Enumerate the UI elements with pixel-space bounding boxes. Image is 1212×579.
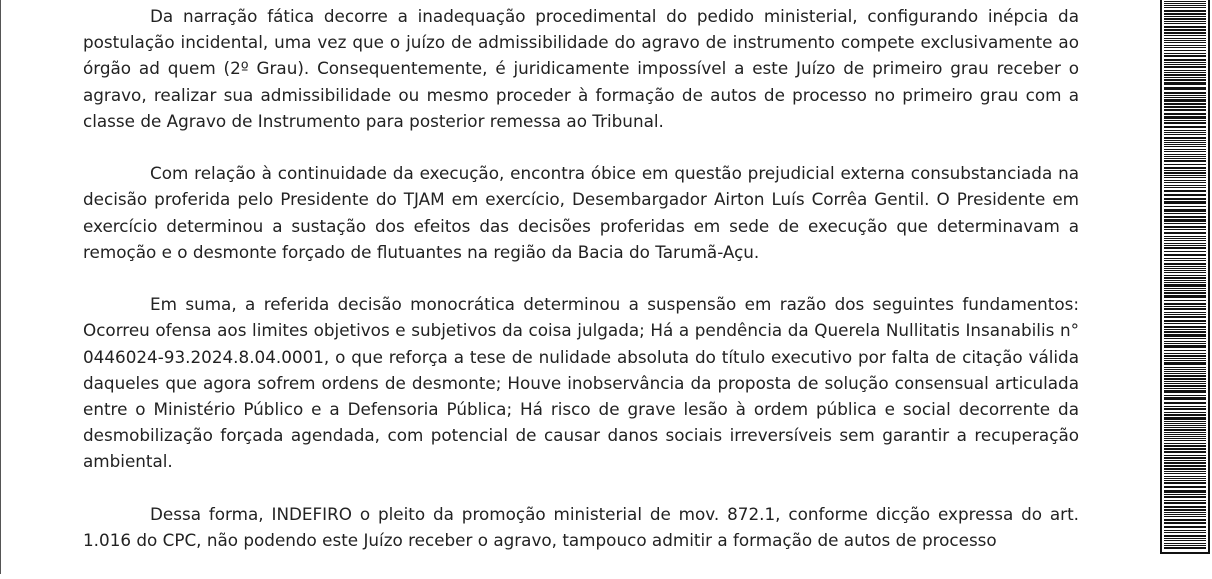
paragraph-2: Com relação à continuidade da execução, encontra óbice em questão prejudicial externa consubstanciada na decisão proferida pelo Presidente do TJAM em exercício, Desembargador Airton Luís Corrêa Gentil. O Presidente em exercício determinou a sustação dos efeitos das decisões proferidas em sede de execução que determinavam a remoção e o desmonte forçado de flutuantes na região da Bacia do Tarumã-Açu. — [83, 163, 1079, 262]
barcode-stripe — [1164, 62, 1206, 63]
barcode-stripe — [1164, 109, 1206, 111]
barcode-stripe — [1164, 238, 1206, 239]
barcode-stripe — [1164, 116, 1206, 119]
barcode-stripe — [1164, 126, 1206, 128]
barcode-stripe — [1164, 414, 1206, 416]
barcode-stripe — [1164, 74, 1206, 76]
barcode-stripe — [1164, 490, 1206, 493]
barcode-stripe — [1164, 270, 1206, 271]
barcode-stripe — [1164, 23, 1206, 24]
barcode-stripe — [1164, 5, 1206, 6]
barcode-stripe — [1164, 120, 1206, 121]
barcode-stripe — [1164, 397, 1206, 400]
barcode-stripe — [1164, 13, 1206, 15]
barcode-stripe — [1164, 486, 1206, 488]
barcode-stripe — [1164, 436, 1206, 437]
barcode-stripe — [1164, 395, 1206, 396]
barcode-stripe — [1164, 82, 1206, 85]
barcode-stripe — [1164, 95, 1206, 96]
barcode-stripe — [1164, 350, 1206, 351]
barcode-stripe — [1164, 187, 1206, 188]
barcode-stripe — [1164, 462, 1206, 464]
barcode-stripe — [1164, 180, 1206, 181]
barcode-stripe — [1164, 312, 1206, 313]
barcode-stripe — [1164, 21, 1206, 22]
barcode-stripe — [1164, 132, 1206, 133]
barcode-stripe — [1164, 423, 1206, 424]
barcode-stripe — [1164, 530, 1206, 531]
barcode-stripe — [1164, 70, 1206, 71]
barcode-stripe — [1164, 355, 1206, 357]
barcode-stripe — [1164, 526, 1206, 528]
barcode-stripe — [1164, 99, 1206, 102]
barcode-stripe — [1164, 236, 1206, 237]
barcode-stripe — [1164, 209, 1206, 212]
barcode-stripe — [1164, 306, 1206, 307]
barcode-stripe — [1164, 154, 1206, 155]
barcode-stripe — [1164, 494, 1206, 495]
barcode-stripe — [1164, 229, 1206, 230]
barcode-stripe — [1164, 438, 1206, 439]
barcode-stripe — [1164, 260, 1206, 261]
barcode-stripe — [1164, 506, 1206, 508]
barcode-stripe — [1164, 47, 1206, 48]
barcode-stripe — [1164, 113, 1206, 115]
barcode-stripe — [1164, 502, 1206, 504]
barcode-stripe — [1164, 482, 1206, 484]
barcode-stripe — [1164, 326, 1206, 328]
barcode-stripe — [1164, 55, 1206, 57]
barcode-stripe — [1164, 362, 1206, 365]
barcode-stripe — [1164, 509, 1206, 511]
barcode-stripe — [1164, 223, 1206, 224]
barcode-stripe — [1164, 480, 1206, 481]
barcode-stripe — [1164, 275, 1206, 276]
barcode-stripe — [1164, 190, 1206, 192]
barcode-stripe — [1164, 240, 1206, 241]
barcode-stripe — [1164, 500, 1206, 501]
barcode-stripe — [1164, 323, 1206, 324]
barcode-stripe — [1164, 512, 1206, 513]
barcode-stripe — [1164, 390, 1206, 393]
barcode-stripe — [1164, 371, 1206, 372]
barcode-stripe — [1164, 3, 1206, 4]
barcode-stripe — [1164, 434, 1206, 435]
barcode-stripe — [1164, 64, 1206, 65]
barcode-stripe — [1164, 146, 1206, 147]
barcode-stripe — [1164, 402, 1206, 404]
barcode-stripe — [1164, 412, 1206, 413]
barcode-stripe — [1164, 134, 1206, 135]
barcode-stripe — [1164, 251, 1206, 252]
barcode-stripe — [1164, 331, 1206, 333]
barcode-stripe — [1164, 151, 1206, 152]
barcode-stripe — [1164, 465, 1206, 467]
barcode-stripe — [1164, 122, 1206, 124]
barcode-stripe — [1164, 156, 1206, 157]
barcode-stripe — [1164, 170, 1206, 171]
barcode-stripe — [1164, 18, 1206, 20]
barcode-stripe — [1164, 440, 1206, 441]
barcode-stripe — [1164, 177, 1206, 178]
barcode-stripe — [1164, 45, 1206, 46]
barcode-stripe — [1164, 10, 1206, 12]
paragraph-1: Da narração fática decorre a inadequação procedimental do pedido ministerial, configurando inépcia da postulação incidental, uma vez que o juízo de admissibilidade do agravo de instrumento compete exclusivamente ao órgão ad quem (2º Grau). Consequentemente, é juridicamente impossível a este Juízo de primeiro grau receber o agravo, realizar sua admissibilidade ou mesmo proceder à formação de autos de processo no primeiro grau com a classe de Agravo de Instrumento para posterior remessa ao Tribunal. — [83, 6, 1079, 131]
barcode-stripe — [1164, 268, 1206, 269]
barcode-stripe — [1164, 106, 1206, 108]
barcode-stripe — [1164, 243, 1206, 244]
barcode-stripe — [1164, 149, 1206, 150]
barcode-stripe — [1164, 50, 1206, 51]
barcode-stripe — [1164, 87, 1206, 90]
barcode-stripe — [1164, 232, 1206, 234]
barcode-stripe — [1164, 303, 1206, 305]
barcode-stripe — [1164, 258, 1206, 259]
barcode-stripe — [1164, 26, 1206, 28]
page-left-edge — [0, 0, 1, 574]
barcode-stripe — [1164, 254, 1206, 256]
barcode-stripe — [1164, 476, 1206, 477]
barcode-stripe — [1164, 130, 1206, 131]
barcode-stripe — [1164, 538, 1206, 539]
barcode-stripe — [1164, 343, 1206, 344]
barcode-stripe — [1164, 42, 1206, 43]
barcode-stripe — [1164, 164, 1206, 165]
barcode-stripe — [1164, 373, 1206, 374]
barcode-stripe — [1164, 543, 1206, 544]
barcode-stripe — [1164, 59, 1206, 61]
barcode-stripe — [1164, 535, 1206, 537]
barcode-stripe — [1164, 360, 1206, 361]
barcode-stripe — [1164, 263, 1206, 265]
barcode-stripe — [1164, 29, 1206, 31]
barcode-stripe — [1164, 175, 1206, 176]
barcode-stripe — [1164, 329, 1206, 330]
barcode-stripe — [1164, 266, 1206, 267]
barcode-stripe — [1164, 213, 1206, 214]
barcode-stripe — [1164, 182, 1206, 183]
barcode-stripe — [1164, 53, 1206, 54]
barcode-stripe — [1164, 245, 1206, 246]
barcode-stripe — [1164, 103, 1206, 105]
barcode-stripe — [1164, 421, 1206, 422]
barcode-stripe — [1164, 358, 1206, 359]
barcode-stripe — [1164, 314, 1206, 315]
barcode-stripe — [1164, 417, 1206, 420]
document-body — [83, 3, 1079, 579]
barcode-stripe — [1164, 7, 1206, 8]
barcode-stripe — [1164, 448, 1206, 450]
barcode-stripe — [1164, 288, 1206, 289]
barcode-stripe — [1164, 226, 1206, 228]
barcode-stripe — [1164, 38, 1206, 39]
barcode-stripe — [1164, 540, 1206, 541]
barcode-stripe — [1164, 496, 1206, 498]
barcode-stripe — [1164, 1, 1206, 2]
barcode-stripe — [1164, 97, 1206, 98]
barcode-stripe — [1164, 167, 1206, 169]
barcode-stripe — [1164, 35, 1206, 36]
barcode-stripe — [1164, 425, 1206, 426]
barcode-stripe — [1164, 32, 1206, 34]
barcode-stripe — [1164, 137, 1206, 139]
barcode-stripe — [1164, 140, 1206, 141]
barcode-stripe — [1164, 471, 1206, 472]
barcode-stripe — [1164, 172, 1206, 174]
barcode-stripe — [1164, 519, 1206, 521]
barcode-stripe — [1164, 514, 1206, 515]
barcode-stripe — [1164, 432, 1206, 433]
barcode-stripe — [1164, 316, 1206, 318]
barcode-stripe — [1164, 522, 1206, 524]
barcode-stripe — [1164, 473, 1206, 474]
barcode-stripe — [1164, 300, 1206, 301]
barcode-stripe — [1164, 468, 1206, 470]
barcode-stripe — [1164, 280, 1206, 281]
barcode-stripe — [1164, 445, 1206, 447]
barcode-stripe — [1164, 295, 1206, 298]
barcode-stripe — [1164, 142, 1206, 143]
barcode-stripe — [1164, 478, 1206, 479]
barcode-stripe — [1164, 282, 1206, 283]
barcode-stripe — [1164, 79, 1206, 81]
barcode-stripe — [1164, 345, 1206, 348]
barcode-stripe — [1164, 277, 1206, 279]
barcode-stripe — [1164, 516, 1206, 517]
barcode-stripe — [1164, 378, 1206, 380]
barcode-stripe — [1164, 334, 1206, 337]
barcode-stripe — [1164, 247, 1206, 249]
barcode-stripe — [1164, 547, 1206, 549]
barcode-stripe — [1164, 206, 1206, 207]
barcode-stripe — [1164, 292, 1206, 294]
barcode-stripe — [1164, 367, 1206, 368]
paragraph-4: Dessa forma, INDEFIRO o pleito da promoção ministerial de mov. 872.1, conforme dicção expressa do art. 1.016 do CPC, não podendo este Juízo receber o agravo, tampouco admitir a formação de autos de processo — [83, 503, 1079, 551]
barcode-stripe — [1164, 158, 1206, 159]
barcode-stripe — [1164, 320, 1206, 322]
barcode-stripe — [1164, 16, 1206, 17]
barcode-stripe — [1164, 385, 1206, 387]
barcode-stripe — [1164, 532, 1206, 533]
barcode-stripe — [1164, 72, 1206, 73]
barcode-stripe — [1164, 160, 1206, 162]
barcode-stripe — [1164, 185, 1206, 186]
barcode-stripe — [1164, 457, 1206, 459]
paragraph-3: Em suma, a referida decisão monocrática determinou a suspensão em razão dos seguintes fundamentos: Ocorreu ofensa aos limites objetivos e subjetivos da coisa julgada; Há a pendência da Querela Nullitatis Insanabilis n° 0446024-93.2024.8.04.0001, o que reforça a tese de nulidade absoluta do título executivo por falta de citação válida daqueles que agora sofrem ordens de desmonte; Houve inobservância da proposta de solução consensual articulada entre o Ministério Público e a Defensoria Pública; Há risco de grave lesão à ordem pública e social decorrente da desmobilização forçada agendada, com potencial de causar danos sociais irreversíveis sem garantir a recuperação ambiental. — [83, 294, 1079, 472]
barcode-icon — [1160, 0, 1210, 554]
barcode-stripe — [1164, 427, 1206, 428]
barcode-stripe — [1164, 388, 1206, 389]
barcode-stripe — [1164, 144, 1206, 145]
barcode-stripe — [1164, 198, 1206, 200]
barcode-stripe — [1164, 545, 1206, 546]
barcode-stripe — [1164, 40, 1206, 41]
barcode-stripe — [1164, 406, 1206, 407]
barcode-stripe — [1164, 353, 1206, 354]
barcode-stripe — [1164, 194, 1206, 196]
barcode-stripe — [1164, 451, 1206, 453]
barcode-stripe — [1164, 290, 1206, 291]
barcode-stripe — [1164, 201, 1206, 204]
barcode-stripe — [1164, 455, 1206, 456]
barcode-stripe — [1164, 216, 1206, 218]
barcode-stripe — [1164, 338, 1206, 339]
barcode-stripe — [1164, 408, 1206, 410]
barcode-stripe — [1164, 272, 1206, 273]
barcode-stripe — [1164, 66, 1206, 68]
barcode-stripe — [1164, 284, 1206, 287]
barcode-stripe — [1164, 383, 1206, 384]
barcode-stripe — [1164, 369, 1206, 370]
barcode-stripe — [1164, 77, 1206, 78]
barcode-stripe — [1164, 460, 1206, 461]
barcode-stripe — [1164, 381, 1206, 382]
barcode-stripe — [1164, 341, 1206, 342]
barcode-stripe — [1164, 308, 1206, 310]
barcode-stripe — [1164, 429, 1206, 431]
barcode-stripe — [1164, 219, 1206, 222]
barcode-stripe — [1164, 443, 1206, 444]
barcode-stripe — [1164, 92, 1206, 94]
barcode-stripe — [1164, 375, 1206, 377]
